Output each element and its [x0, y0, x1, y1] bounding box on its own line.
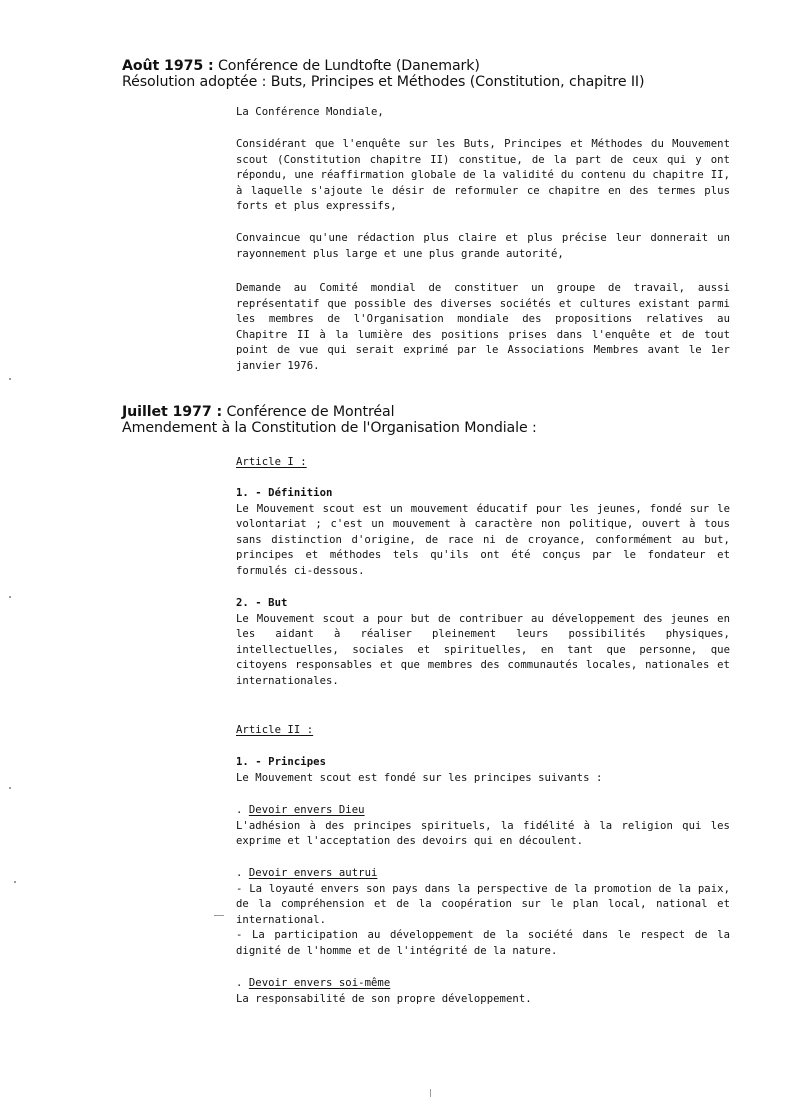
section-2-subtitle: Amendement à la Constitution de l'Organisation Mondiale : — [122, 420, 537, 436]
devoir-soi — [236, 976, 730, 1007]
paragraph-considerant: Considérant que l'enquête sur les Buts, Principes et Méthodes du Mouvement scout (Constitution chapitre II) constitue, de la part de ceux qui y ont répondu, une réaffirmation globale de la validité du contenu du chapitre II, à laquelle s'ajoute le désir de reformuler ce chapitre en des termes plus forts et plus expressifs, — [236, 138, 730, 213]
scan-speck — [14, 881, 16, 883]
section-2-date: Juillet 1977 : — [122, 404, 223, 420]
devoir-soi-title: Devoir envers soi-même — [248, 977, 391, 989]
devoir-dieu — [236, 803, 730, 850]
paragraph-demande: Demande au Comité mondial de constituer un groupe de travail, aussi représentatif que possible des diverses sociétés et cultures existant parmi les membres de l'Organisation mondiale des propositions relatives au Chapitre II à la lumière des positions prises dans l'enquête et de tout point de vue qui serait exprimé par le Associations Membres avant le 1er janvier 1976. — [236, 282, 730, 372]
scan-speck — [214, 915, 224, 916]
devoir-dieu-text: L'adhésion à des principes spirituels, la fidélité à la religion qui les exprime et l'acceptation des devoirs qui en découlent. — [236, 819, 730, 848]
article-2-principes — [236, 755, 730, 786]
principes-title: 1. - Principes — [236, 756, 326, 768]
section-1-title-line — [122, 58, 644, 74]
section-1-subtitle: Résolution adoptée : Buts, Principes et Méthodes (Constitution, chapitre II) — [122, 74, 645, 90]
article-2-heading: Article II : — [236, 724, 314, 736]
devoir-autrui-heading — [236, 866, 730, 882]
article-1-definition — [236, 486, 730, 580]
article-2-heading-block — [236, 723, 730, 739]
article-1-but — [236, 596, 730, 690]
article-1-heading: Article I : — [236, 456, 307, 468]
devoir-soi-bullet: . — [236, 977, 249, 989]
scan-speck — [430, 1089, 431, 1097]
article-1-heading-block — [236, 455, 730, 471]
scan-speck — [9, 787, 11, 789]
but-title: 2. - But — [236, 597, 288, 609]
definition-text: Le Mouvement scout est un mouvement éducatif pour les jeunes, fondé sur le volontariat ; c'est un mouvement à caractère non politique, ouvert à tous sans distinction d'origine, de race ni de croyance, conformément au but, principes et méthodes tels qu'ils ont été conçus par le fondateur et formulés ci-dessous. — [236, 502, 730, 577]
devoir-dieu-bullet: . — [236, 804, 249, 816]
paragraph-demande-block — [236, 281, 730, 375]
paragraph-opening: La Conférence Mondiale, — [236, 106, 384, 118]
section-2-title-line — [122, 404, 537, 420]
devoir-autrui — [236, 866, 730, 960]
paragraph-convaincue-block — [236, 231, 730, 262]
scan-speck — [9, 596, 11, 598]
devoir-autrui-text-2: - La participation au développement de la société dans le respect de la dignité de l'homme et de l'intégrité de la nature. — [236, 929, 730, 957]
definition-title: 1. - Définition — [236, 487, 333, 499]
section-1-date: Août 1975 : — [122, 58, 214, 74]
section-1-header — [122, 58, 644, 90]
devoir-dieu-title: Devoir envers Dieu — [248, 804, 365, 816]
devoir-soi-text: La responsabilité de son propre développement. — [236, 992, 532, 1005]
devoir-dieu-heading — [236, 803, 730, 819]
scan-speck — [9, 378, 11, 380]
section-1-title: Conférence de Lundtofte (Danemark) — [217, 58, 480, 74]
paragraph-convaincue: Convaincue qu'une rédaction plus claire et plus précise leur donnerait un rayonnement plus large et une plus grande autorité, — [236, 232, 730, 260]
devoir-autrui-bullet: . — [236, 867, 249, 879]
section-2-header — [122, 404, 537, 436]
but-text: Le Mouvement scout a pour but de contribuer au développement des jeunes en les aidant à réaliser pleinement leurs possibilités physiques, intellectuelles, sociales et spirituelles, en tant que personne, que citoyens responsables et que membres des communautés locales, nationales et internationales. — [236, 612, 730, 687]
devoir-autrui-title: Devoir envers autrui — [248, 867, 378, 879]
devoir-autrui-text-1: - La loyauté envers son pays dans la perspective de la promotion de la paix, de la compréhension et de la coopération sur le plan local, national et international. — [236, 882, 730, 926]
principes-intro: Le Mouvement scout est fondé sur les principes suivants : — [236, 771, 603, 784]
paragraph-considerant-block — [236, 137, 730, 215]
devoir-soi-heading — [236, 976, 730, 992]
section-2-title: Conférence de Montréal — [226, 404, 395, 420]
